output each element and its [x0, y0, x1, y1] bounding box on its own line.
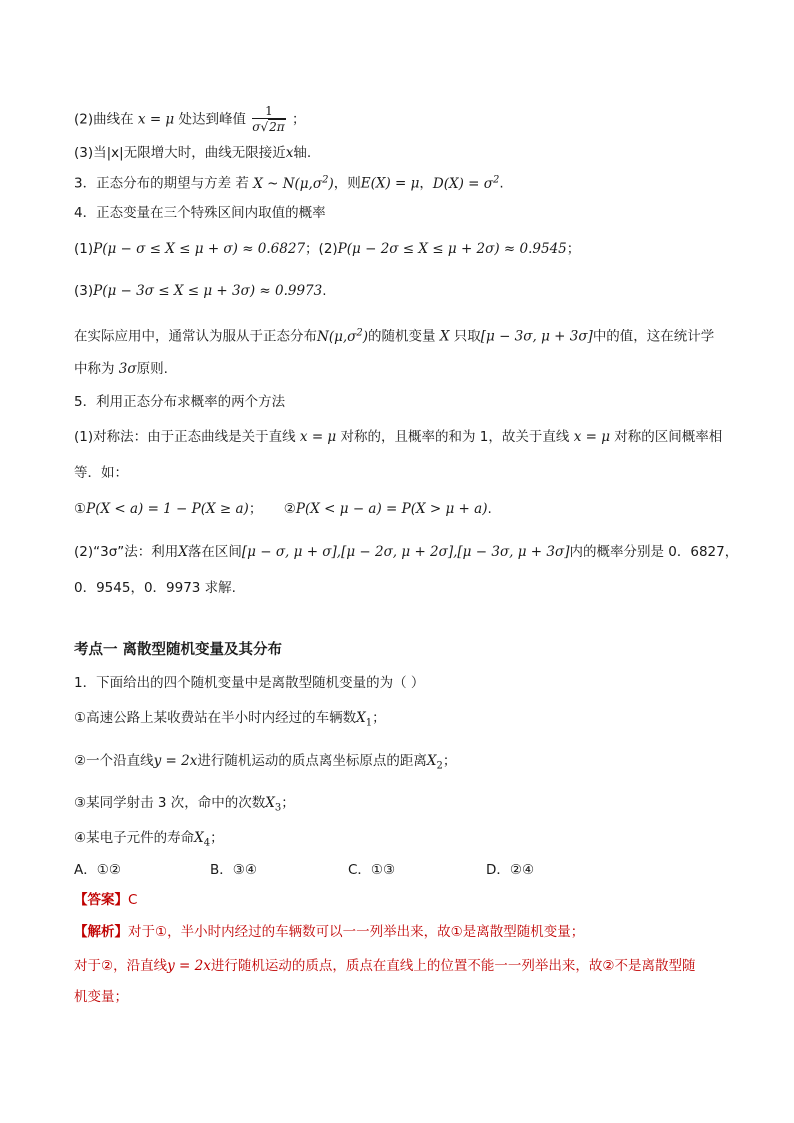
text: ②一个沿直线	[74, 753, 154, 769]
section-title: 4．正态变量在三个特殊区间内取值的概率	[74, 205, 326, 221]
text: 0．9545，0．9973 求解.	[74, 580, 236, 596]
math-var: X	[356, 710, 366, 726]
label: (2)	[318, 241, 338, 257]
answer-value: C	[128, 892, 138, 908]
math-line: y = 2x	[153, 753, 198, 769]
math-line: x = μ	[299, 429, 337, 445]
subscript: 1	[365, 717, 373, 729]
label: (3)	[74, 283, 94, 299]
text: ，则	[333, 175, 361, 192]
math-prob: P(μ − 2σ ≤ X ≤ μ + 2σ) ≈ 0.9545	[337, 241, 567, 257]
text: ；	[442, 753, 457, 769]
text: 对称的，且概率的和为 1，故关于直线	[340, 429, 570, 445]
math-example: P(X < a) = 1 − P(X ≥ a)	[86, 501, 249, 517]
question-item-4	[74, 828, 734, 854]
math-var: X	[178, 544, 188, 560]
sigma: σ	[252, 120, 261, 134]
option-b[interactable]: B．③④	[210, 862, 257, 878]
math-example: P(X < μ − a) = P(X > μ + a)	[295, 501, 488, 517]
text: 对称的区间概率相	[614, 429, 723, 445]
text: ；	[566, 241, 581, 257]
text: 只取	[453, 328, 481, 345]
prob-line-1	[74, 239, 734, 259]
text: ④某电子元件的寿命	[74, 830, 195, 846]
section-methods	[74, 392, 734, 412]
section-title: 5．利用正态分布求概率的两个方法	[74, 394, 286, 410]
section-expectation-variance	[74, 170, 734, 194]
analysis-line-1	[74, 922, 734, 942]
text: 进行随机运动的质点，质点在直线上的位置不能一一列举出来，故②不是离散型随	[210, 958, 696, 974]
text: ，	[419, 175, 433, 192]
math-var: X	[426, 753, 437, 769]
answer-label: 【答案】	[74, 892, 128, 908]
subscript: 3	[274, 802, 282, 814]
text: .	[499, 175, 504, 192]
three-sigma-method-cont	[74, 578, 734, 598]
text: 对于①，半小时内经过的车辆数可以一一列举出来，故①是离散型随机变量；	[128, 924, 585, 940]
text: .	[322, 283, 327, 299]
symmetry-method	[74, 427, 734, 447]
three-sigma-rule-cont	[74, 359, 734, 379]
three-sigma-rule	[74, 323, 734, 347]
text: 对于②，沿直线	[74, 958, 168, 974]
stem: 1．下面给出的四个随机变量中是离散型随机变量的为（ ）	[74, 675, 425, 691]
text: (3)当|x|无限增大时，曲线无限接近	[74, 145, 286, 161]
answer-line	[74, 890, 734, 910]
text: 落在区间	[187, 544, 242, 560]
text: (1)对称法：由于正态曲线是关于直线	[74, 429, 296, 445]
text: ；	[372, 710, 386, 726]
math-var: X	[265, 795, 275, 811]
math-intervals: [μ − σ, μ + σ],[μ − 2σ, μ + 2σ],[μ − 3σ, μ + 3σ]	[241, 544, 570, 560]
text: 若	[235, 175, 249, 192]
math-prob: P(μ − 3σ ≤ X ≤ μ + 3σ) ≈ 0.9973	[93, 283, 323, 299]
text: ；	[305, 241, 319, 257]
label: ①	[74, 501, 87, 517]
analysis-line-2	[74, 956, 734, 976]
text: 中的值，这在统计学	[592, 328, 715, 345]
math-prob: P(μ − σ ≤ X ≤ μ + σ) ≈ 0.6827	[93, 241, 306, 257]
math-interval: [μ − 3σ, μ + 3σ]	[480, 328, 593, 345]
section-title: 3．正态分布的期望与方差	[74, 175, 232, 192]
label: (1)	[74, 241, 94, 257]
text: 处达到峰值	[178, 111, 246, 128]
text: (2)“3σ”法：利用	[74, 544, 179, 560]
text: ③某同学射击 3 次，命中的次数	[74, 795, 266, 811]
text: 轴.	[293, 145, 312, 161]
text: 进行随机运动的质点离坐标原点的距离	[197, 753, 427, 769]
text: ；	[248, 501, 263, 517]
text: 机变量；	[74, 989, 128, 1005]
symmetry-method-cont	[74, 463, 734, 483]
math-rule: 3σ	[118, 361, 137, 377]
fraction-denominator: σ√2π	[252, 120, 285, 134]
dist: N(μ,σ	[317, 328, 357, 345]
property-peak	[74, 104, 734, 135]
text: 内的概率分别是 0．6827，	[569, 544, 739, 560]
text: .	[487, 501, 492, 517]
analysis-label: 【解析】	[74, 924, 128, 940]
question-item-2	[74, 751, 734, 777]
dx: D(X) = σ	[432, 175, 493, 192]
text: ；	[281, 795, 295, 811]
label: ②	[283, 501, 296, 517]
peak-fraction	[252, 104, 285, 135]
sqrt-content: 2π	[269, 120, 285, 134]
text: ；	[291, 111, 306, 128]
symmetry-examples	[74, 499, 734, 519]
subscript: 2	[436, 760, 443, 772]
three-sigma-method	[74, 542, 739, 562]
math-distribution: X ~ $N(\mu,\sigma^2)$	[253, 174, 334, 192]
math-condition: x = μ	[137, 111, 175, 128]
math-variance: $D(X) = \sigma^2$	[432, 174, 500, 192]
subscript: 4	[203, 837, 211, 849]
fraction-numerator: 1	[252, 104, 285, 119]
option-a[interactable]: A．①②	[74, 862, 121, 878]
math-var: x	[285, 145, 294, 161]
analysis-line-3	[74, 987, 734, 1007]
math-expectation: E(X) = μ	[360, 175, 420, 192]
option-c[interactable]: C．①③	[348, 862, 396, 878]
question-stem	[74, 673, 734, 693]
topic-title: 考点一 离散型随机变量及其分布	[74, 642, 283, 658]
question-item-3	[74, 793, 734, 819]
math-line: x = μ	[573, 429, 610, 445]
prob-line-2	[74, 281, 734, 301]
option-d[interactable]: D．②④	[486, 862, 535, 878]
text: 等．如：	[74, 465, 128, 481]
math-distribution: $N(\mu,\sigma^2)$	[317, 327, 369, 345]
text: ；	[210, 830, 224, 846]
section-three-intervals	[74, 203, 734, 223]
math-line: y = 2x	[167, 958, 211, 974]
dist: X ~ N(μ,σ	[253, 175, 323, 192]
property-asymptote	[74, 143, 734, 163]
math-var: X	[194, 830, 204, 846]
text: 原则.	[136, 361, 168, 377]
text: ①高速公路上某收费站在半小时内经过的车辆数	[74, 710, 357, 726]
text: 在实际应用中，通常认为服从于正态分布	[74, 328, 317, 345]
text: 的随机变量	[368, 328, 436, 345]
math-var: X	[439, 328, 450, 345]
topic-heading	[74, 640, 734, 660]
text: (2)曲线在	[74, 111, 134, 128]
question-item-1	[74, 708, 734, 734]
text: 中称为	[74, 361, 115, 377]
